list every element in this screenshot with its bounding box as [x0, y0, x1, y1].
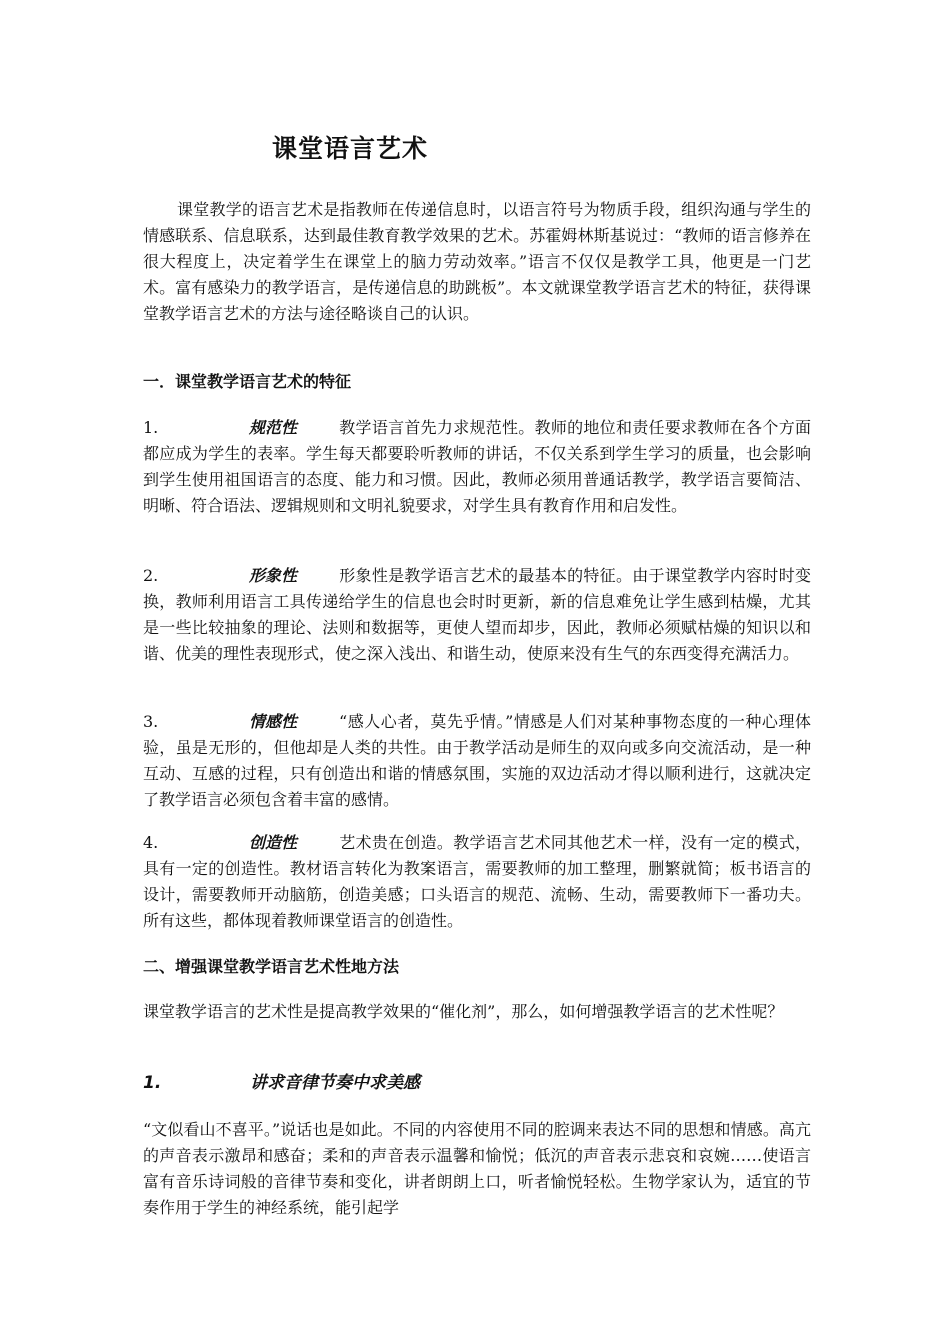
- method1-paragraph: “文似看山不喜平。”说话也是如此。不同的内容使用不同的腔调来表达不同的思想和情感。高亢的声音表示激昂和感奋；柔和的声音表示温馨和愉悦；低沉的声音表示悲哀和哀婉……使语言富有音乐诗词般的音律节奏和变化，讲者朗朗上口，听者愉悦轻松。生物学家认为，适宜的节奏作用于学生的神经系统，能引起学: [143, 1120, 811, 1217]
- feature-item-3-number: 3.: [143, 712, 159, 731]
- method1-number: 1.: [143, 1073, 162, 1093]
- intro-paragraph: 课堂教学的语言艺术是指教师在传递信息时，以语言符号为物质手段，组织沟通与学生的情感联系、信息联系，达到最佳教育教学效果的艺术。苏霍姆林斯基说过：“教师的语言修养在很大程度上，决定着学生在课堂上的脑力劳动效率。”语言不仅仅是教学工具，他更是一门艺术。富有感染力的教学语言，是传递信息的助跳板”。本文就课堂教学语言艺术的特征，获得课堂教学语言艺术的方法与途径略谈自己的认识。: [143, 200, 811, 323]
- feature-item-3-term: 情感性: [249, 712, 298, 731]
- feature-item-2-number: 2.: [143, 566, 159, 585]
- feature-item-4-term: 创造性: [249, 833, 298, 852]
- method1-heading: [143, 1070, 420, 1096]
- method1-title: 讲求音律节奏中求美感: [250, 1073, 420, 1093]
- feature-item-1: [143, 415, 811, 519]
- feature-item-3: [143, 709, 811, 813]
- feature-item-4-text: 艺术贵在创造。教学语言艺术同其他艺术一样，没有一定的模式，具有一定的创造性。教材语言转化为教案语言，需要教师的加工整理，删繁就简；板书语言的设计，需要教师开动脑筋，创造美感；口头语言的规范、流畅、生动，需要教师下一番功夫。所有这些，都体现着教师课堂语言的创造性。: [143, 833, 811, 930]
- feature-item-1-text: 教学语言首先力求规范性。教师的地位和责任要求教师在各个方面都应成为学生的表率。学生每天都要聆听教师的讲话，不仅关系到学生学习的质量，也会影响到学生使用祖国语言的态度、能力和习惯。因此，教师必须用普通话教学，教学语言要简洁、明晰、符合语法、逻辑规则和文明礼貌要求，对学生具有教育作用和启发性。: [143, 418, 811, 515]
- feature-item-2: [143, 563, 811, 667]
- feature-item-4-number: 4.: [143, 833, 159, 852]
- feature-item-3-text: “感人心者，莫先乎情。”情感是人们对某种事物态度的一种心理体验，虽是无形的，但他却是人类的共性。由于教学活动是师生的双向或多向交流活动，是一种互动、互感的过程，只有创造出和谐的情感氛围，实施的双边活动才得以顺利进行，这就决定了教学语言必须包含着丰富的感情。: [143, 712, 811, 809]
- feature-item-1-number: 1.: [143, 418, 159, 437]
- section2-heading: 二、增强课堂教学语言艺术性地方法: [143, 957, 400, 976]
- document-title: 课堂语言艺术: [272, 134, 429, 163]
- feature-item-2-term: 形象性: [249, 566, 298, 585]
- feature-item-2-text: 形象性是教学语言艺术的最基本的特征。由于课堂教学内容时时变换，教师利用语言工具传递给学生的信息也会时时更新，新的信息难免让学生感到枯燥，尤其是一些比较抽象的理论、法则和数据等，更使人望而却步，因此，教师必须赋枯燥的知识以和谐、优美的理性表现形式，使之深入浅出、和谐生动，使原来没有生气的东西变得充满活力。: [143, 566, 811, 663]
- feature-item-1-term: 规范性: [249, 418, 298, 437]
- section1-heading: 一．课堂教学语言艺术的特征: [143, 372, 352, 391]
- feature-item-4: [143, 830, 811, 934]
- section2-intro: 课堂教学语言的艺术性是提高教学效果的“催化剂”，那么，如何增强教学语言的艺术性呢？: [143, 1002, 784, 1021]
